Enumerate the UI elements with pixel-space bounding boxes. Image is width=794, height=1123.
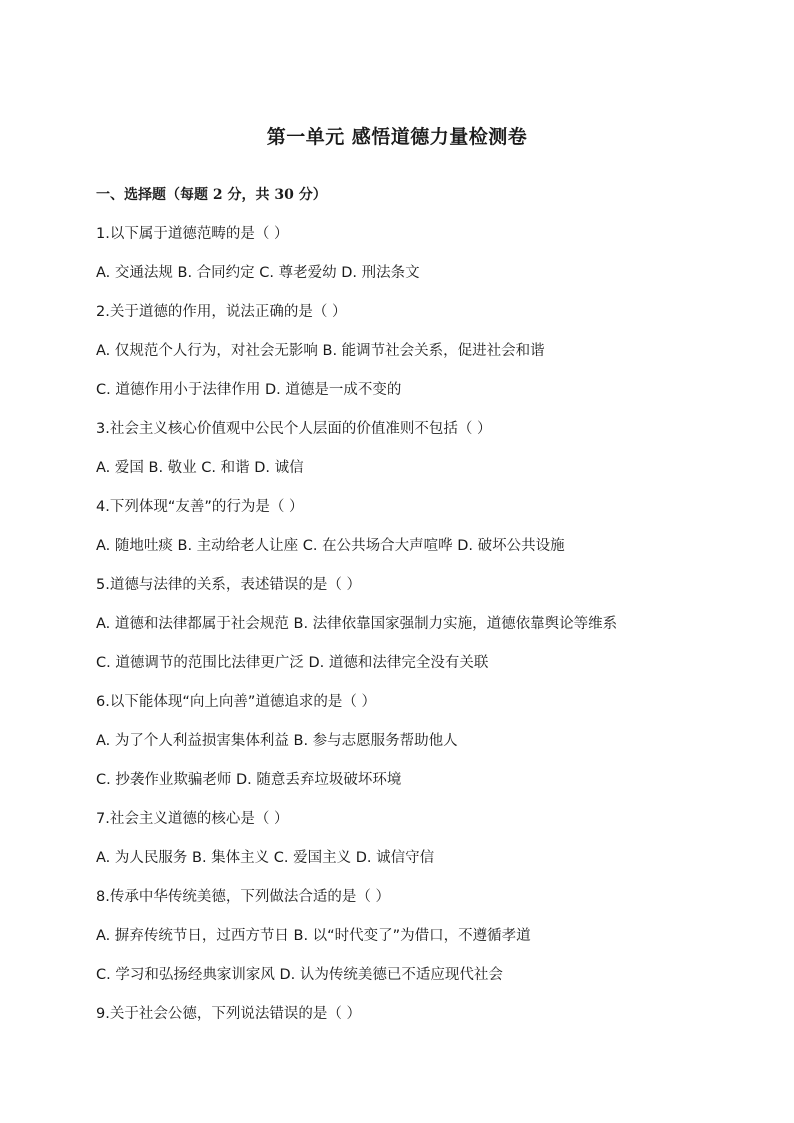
question-1-stem: 1.以下属于道德范畴的是（ ） — [96, 226, 289, 242]
question-9-stem: 9.关于社会公德，下列说法错误的是（ ） — [96, 1006, 361, 1022]
question-3-options: A. 爱国 B. 敬业 C. 和谐 D. 诚信 — [96, 460, 304, 476]
question-6-stem: 6.以下能体现“向上向善”道德追求的是（ ） — [96, 694, 376, 710]
question-7-stem: 7.社会主义道德的核心是（ ） — [96, 811, 289, 827]
question-7-options: A. 为人民服务 B. 集体主义 C. 爱国主义 D. 诚信守信 — [96, 850, 435, 866]
section-heading: 一、选择题（每题 2 分，共 30 分） — [96, 187, 327, 203]
question-8-stem: 8.传承中华传统美德，下列做法合适的是（ ） — [96, 889, 390, 905]
question-4-stem: 4.下列体现“友善”的行为是（ ） — [96, 499, 304, 515]
question-5-stem: 5.道德与法律的关系，表述错误的是（ ） — [96, 577, 361, 593]
page-title: 第一单元 感悟道德力量检测卷 — [266, 126, 528, 148]
question-5-options-line-1: A. 道德和法律都属于社会规范 B. 法律依靠国家强制力实施，道德依靠舆论等维系 — [96, 616, 618, 632]
question-2-options-line-2: C. 道德作用小于法律作用 D. 道德是一成不变的 — [96, 382, 402, 398]
question-6-options-line-1: A. 为了个人利益损害集体利益 B. 参与志愿服务帮助他人 — [96, 733, 458, 749]
question-2-options-line-1: A. 仅规范个人行为，对社会无影响 B. 能调节社会关系，促进社会和谐 — [96, 343, 545, 359]
question-8-options-line-1: A. 摒弃传统节日，过西方节日 B. 以“时代变了”为借口，不遵循孝道 — [96, 928, 531, 944]
question-3-stem: 3.社会主义核心价值观中公民个人层面的价值准则不包括（ ） — [96, 421, 492, 437]
question-4-options: A. 随地吐痰 B. 主动给老人让座 C. 在公共场合大声喧哗 D. 破坏公共设施 — [96, 538, 565, 554]
question-2-stem: 2.关于道德的作用，说法正确的是（ ） — [96, 304, 347, 320]
question-1-options: A. 交通法规 B. 合同约定 C. 尊老爱幼 D. 刑法条文 — [96, 265, 420, 281]
question-6-options-line-2: C. 抄袭作业欺骗老师 D. 随意丢弃垃圾破坏环境 — [96, 772, 402, 788]
question-5-options-line-2: C. 道德调节的范围比法律更广泛 D. 道德和法律完全没有关联 — [96, 655, 489, 671]
question-8-options-line-2: C. 学习和弘扬经典家训家风 D. 认为传统美德已不适应现代社会 — [96, 967, 503, 983]
